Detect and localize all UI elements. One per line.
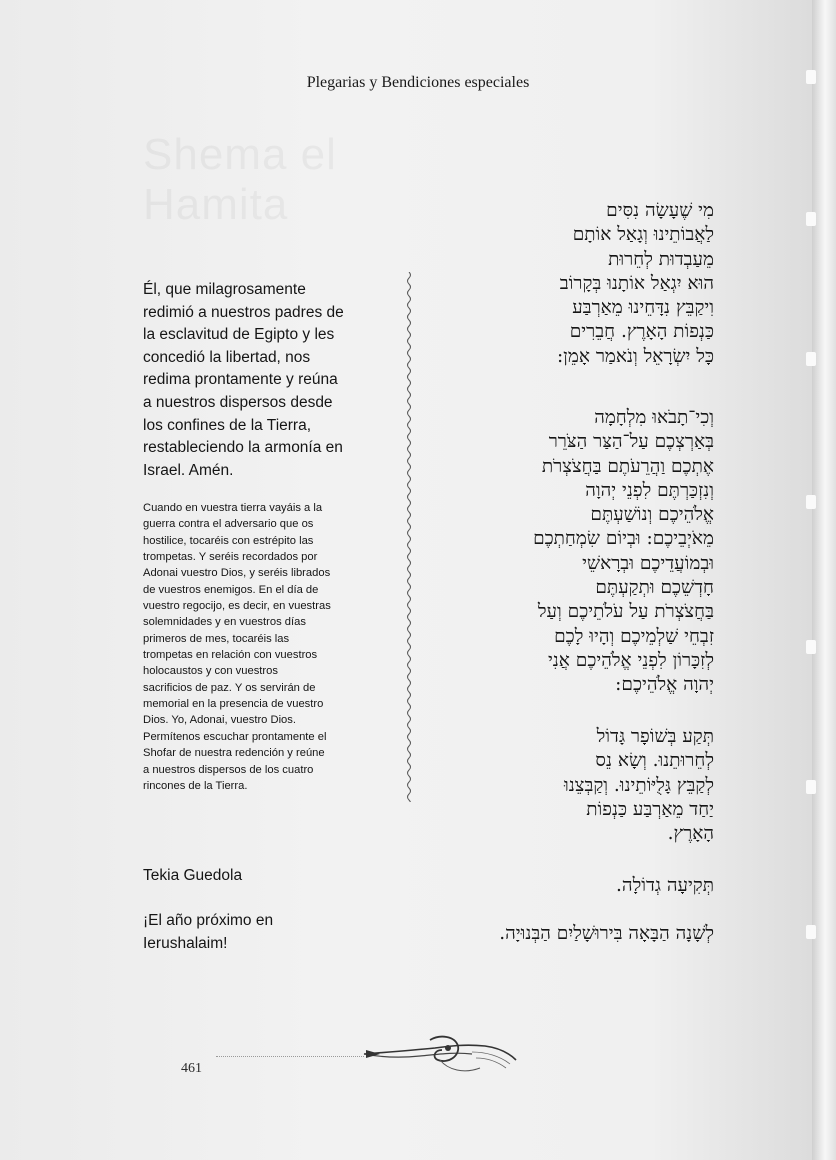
spanish-verse-paragraph [143,500,383,794]
hebrew-line: בַּחֲצֹצְרֹת עַל עֹלֹתֵיכֶם וְעַל [537,601,714,623]
text-line: Dios. Yo, Adonai, vuestro Dios. [143,714,296,727]
text-line: Shofar de nuestra redención y reúne [143,747,325,760]
text-line: Cuando en vuestra tierra vayáis a la [143,502,323,514]
hebrew-line: כַּנְפוֹת הָאָרֶץ. חֲבֵרִים [569,321,714,343]
next-year-line [143,910,383,955]
text-line: redimió a nuestros padres de [143,303,344,321]
hebrew-line: יְהוָה אֱלֹהֵיכֶם: [615,674,714,696]
text-line: ¡El año próximo en [143,912,274,929]
hebrew-shofar-block [374,725,714,846]
text-line: redima prontamente y reúna [143,371,338,389]
hebrew-line: וִיקַבֵּץ נִדָּחֵינוּ מֵאַרְבַּע [572,297,714,319]
hebrew-line: בְּאַרְצְכֶם עַל־הַצַּר הַצֹּרֵר [548,431,714,453]
hebrew-line: לַאֲבוֹתֵינוּ וְגָאַל אוֹתָם [572,224,714,246]
text-line: vuestro regocijo, es decir, en vuestras [143,600,331,613]
hebrew-line: זִבְחֵי שַׁלְמֵיכֶם וְהָיוּ לָכֶם [554,625,714,647]
hebrew-line: וְכִי־תָבֹאוּ מִלְחָמָה [594,407,714,428]
binding-tab [806,925,816,939]
hebrew-line: מֵאֹיְבֵיכֶם: וּבְיוֹם שִׂמְחַתְכֶם [533,528,714,550]
text-line: Israel. Amén. [143,461,234,479]
text-line: trompetas. Y seréis recordados por [143,551,318,564]
text-line: de vuestros enemigos. En el día de [143,583,319,596]
hebrew-prayer-block [374,199,714,369]
hebrew-verse-block [374,406,714,698]
spanish-prayer-paragraph [143,279,383,482]
text-line: memorial en la presencia de vuestro [143,698,324,711]
show-through-line [143,130,463,180]
footer-dotted-rule [216,1056,364,1057]
hebrew-line: תְּקַע בְּשׁוֹפָר גָּדוֹל [596,726,714,747]
text-line: trompetas en relación con vuestros [143,649,318,662]
text-line: solemnidades y en vuestros días [143,616,306,629]
hebrew-line: אֶתְכֶם וַהֲרֵעֹתֶם בַּחֲצֹצְרֹת [541,455,714,477]
text-line: Adonai vuestro Dios, y seréis librados [143,567,331,580]
text-line: holocaustos y con vuestros [143,665,278,678]
text-line: rincones de la Tierra. [143,779,248,792]
hebrew-line: חָדְשֵׁכֶם וּתְקַעְתֶּם [595,577,714,599]
hebrew-line: יַחַד מֵאַרְבַּע כַּנְפוֹת [586,798,714,820]
hebrew-line: הָאָרֶץ. [667,823,714,845]
text-line: guerra contra el adversario que os [143,518,314,531]
text-line: la esclavitud de Egipto y les [143,326,335,344]
binding-tab [806,495,816,509]
hebrew-line: הוּא יִגְאַל אוֹתָנוּ בְּקָרוֹב [559,272,714,294]
tekia-guedola-label: Tekia Guedola [143,867,243,884]
text-line: restableciendo la armonía en [143,439,343,457]
page-number: 461 [181,1061,202,1076]
hebrew-line: כָּל יִשְׂרָאֵל וְנֹאמַר אָמֵן: [556,345,714,367]
text-line: a nuestros dispersos desde [143,393,333,411]
hebrew-next-year-line [374,922,714,946]
hebrew-line: לְקַבֵּץ גָּלֻיּוֹתֵינוּ. וְקַבְּצֵנוּ [564,774,714,796]
hebrew-tekia-line [374,874,714,898]
text-line: primeros de mes, tocaréis las [143,632,290,645]
hebrew-line: מֵעַבְדוּת לְחֵרוּת [608,248,714,270]
shofar-ornament-icon [360,1030,520,1080]
text-line: Él, que milagrosamente [143,281,306,298]
hebrew-line: אֱלֹהֵיכֶם וְנוֹשַׁעְתֶּם [590,504,714,526]
hebrew-line: וּבְמוֹעֲדֵיכֶם וּבְרָאשֵׁי [582,552,714,574]
text-line: a nuestros dispersos de los cuatro [143,763,314,776]
binding-tab [806,640,816,654]
text-line: los confines de la Tierra, [143,416,312,434]
text-line: Ierushalaim! [143,934,228,952]
text-line: Permítenos escuchar prontamente el [143,730,327,743]
binding-tab [806,780,816,794]
hebrew-line: וְנִזְכַּרְתֶּם לִפְנֵי יְהוָה [585,479,714,501]
hebrew-line: תְּקִיעָה גְדוֹלָה. [616,875,714,896]
text-line: sacrificios de paz. Y os servirán de [143,681,316,694]
hebrew-line: לְזִכָּרוֹן לִפְנֵי אֱלֹהֵיכֶם אֲנִי [547,649,714,671]
text-line: concedió la libertad, nos [143,348,311,366]
book-page-edge [812,0,836,1160]
running-header: Plegarias y Bendiciones especiales [306,74,530,91]
hebrew-line: לְשָׁנָה הַבָּאָה בִּירוּשָׁלַיִם הַבְּנוּיָה. [499,923,714,944]
binding-tab [806,352,816,366]
binding-tab [806,212,816,226]
text-line: hostilice, tocaréis con estrépito las [143,534,314,547]
hebrew-line: לְחֵרוּתֵנוּ. וְשָׂא נֵס [595,750,714,772]
hebrew-line: מִי שֶׁעָשָׂה נִסִּים [606,200,714,221]
